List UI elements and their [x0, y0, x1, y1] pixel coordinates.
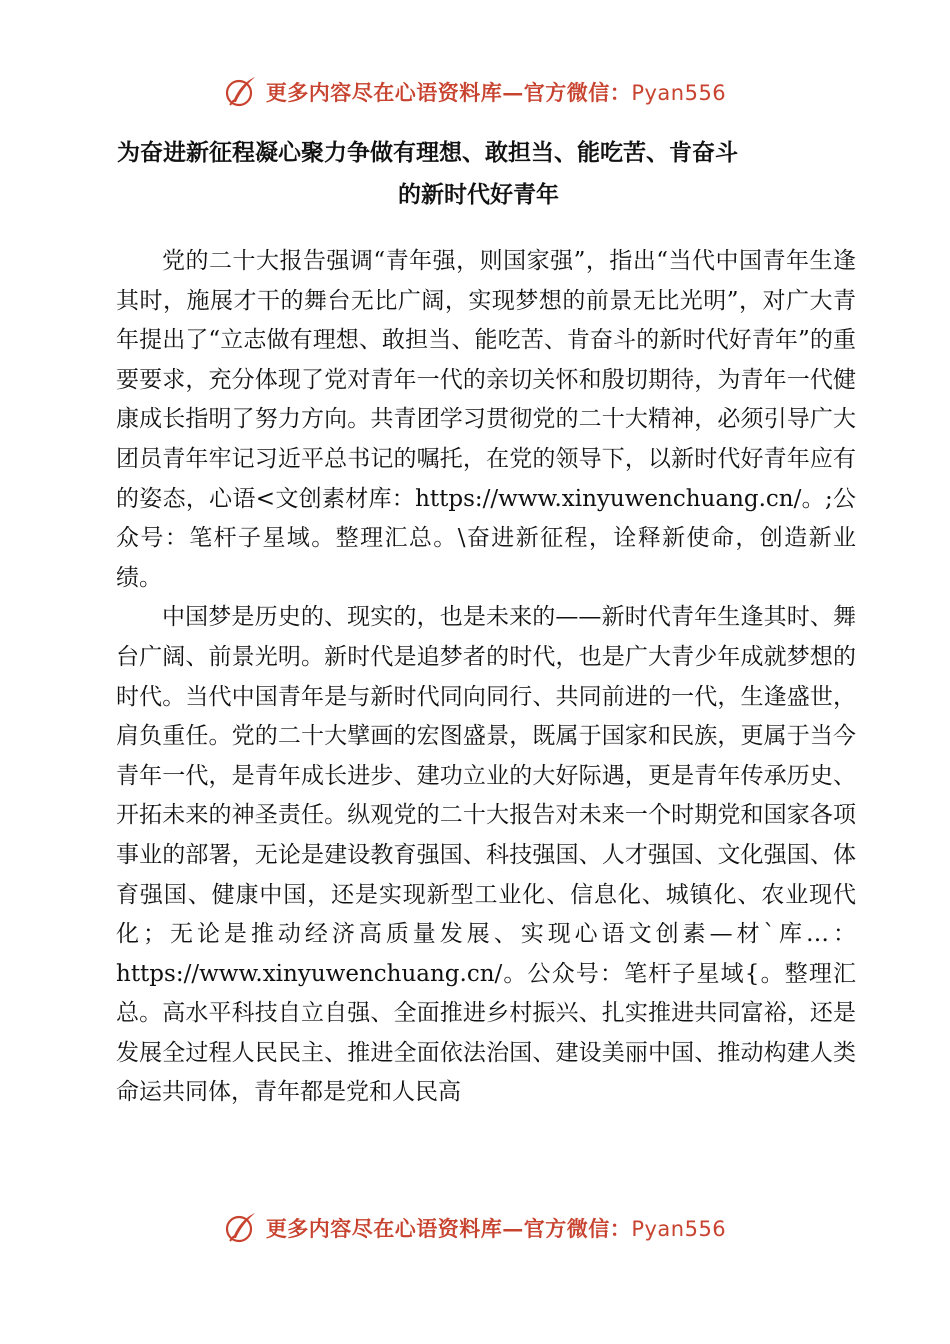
- header-banner: [0, 72, 950, 112]
- footer-banner-handle: Pyan556: [631, 1217, 727, 1241]
- footer-banner: [0, 1208, 950, 1248]
- quill-pen-logo-icon: [224, 75, 258, 109]
- paragraph-1: 党的二十大报告强调“青年强，则国家强”，指出“当代中国青年生逢其时，施展才干的舞台无比广阔，实现梦想的前景无比光明”，对广大青年提出了“立志做有理想、敢担当、能吃苦、肯奋斗的新时代好青年”的重要要求，充分体现了党对青年一代的亲切关怀和殷切期待，为青年一代健康成长指明了努力方向。共青团学习贯彻党的二十大精神，必须引导广大团员青年牢记习近平总书记的嘱托，在党的领导下，以新时代好青年应有的姿态，心语<文创素材库：https://www.xinyuwenchuang.cn/。;公众号：笔杆子星域。整理汇总。\奋进新征程，诠释新使命，创造新业绩。: [116, 248, 856, 591]
- paragraph-2: 中国梦是历史的、现实的，也是未来的——新时代青年生逢其时、舞台广阔、前景光明。新时代是追梦者的时代，也是广大青少年成就梦想的时代。当代中国青年是与新时代同向同行、共同前进的一代，生逢盛世，肩负重任。党的二十大擘画的宏图盛景，既属于国家和民族，更属于当今青年一代，是青年成长进步、建功立业的大好际遇，更是青年传承历史、开拓未来的神圣责任。纵观党的二十大报告对未来一个时期党和国家各项事业的部署，无论是建设教育强国、科技强国、人才强国、文化强国、体育强国、健康中国，还是实现新型工业化、信息化、城镇化、农业现代化；无论是推动经济高质量发展、实现心语文创素—材`库…：https://www.xinyuwenchuang.cn/。公众号：笔杆子星域{。整理汇总。高水平科技自立自强、全面推进乡村振兴、扎实推进共同富裕，还是发展全过程人民民主、推进全面依法治国、建设美丽中国、推动构建人类命运共同体，青年都是党和人民高: [116, 604, 856, 1106]
- document-body: [116, 242, 856, 1113]
- title-line-2: 的新时代好青年: [398, 182, 559, 208]
- header-banner-text: 更多内容尽在心语资料库—官方微信：Pyan556: [265, 80, 727, 105]
- footer-banner-text: 更多内容尽在心语资料库—官方微信：Pyan556: [265, 1216, 727, 1241]
- quill-pen-logo-icon: [224, 1211, 258, 1245]
- title-line-1: 为奋进新征程凝心聚力争做有理想、敢担当、能吃苦、肯奋斗: [117, 140, 738, 166]
- header-banner-handle: Pyan556: [631, 81, 727, 105]
